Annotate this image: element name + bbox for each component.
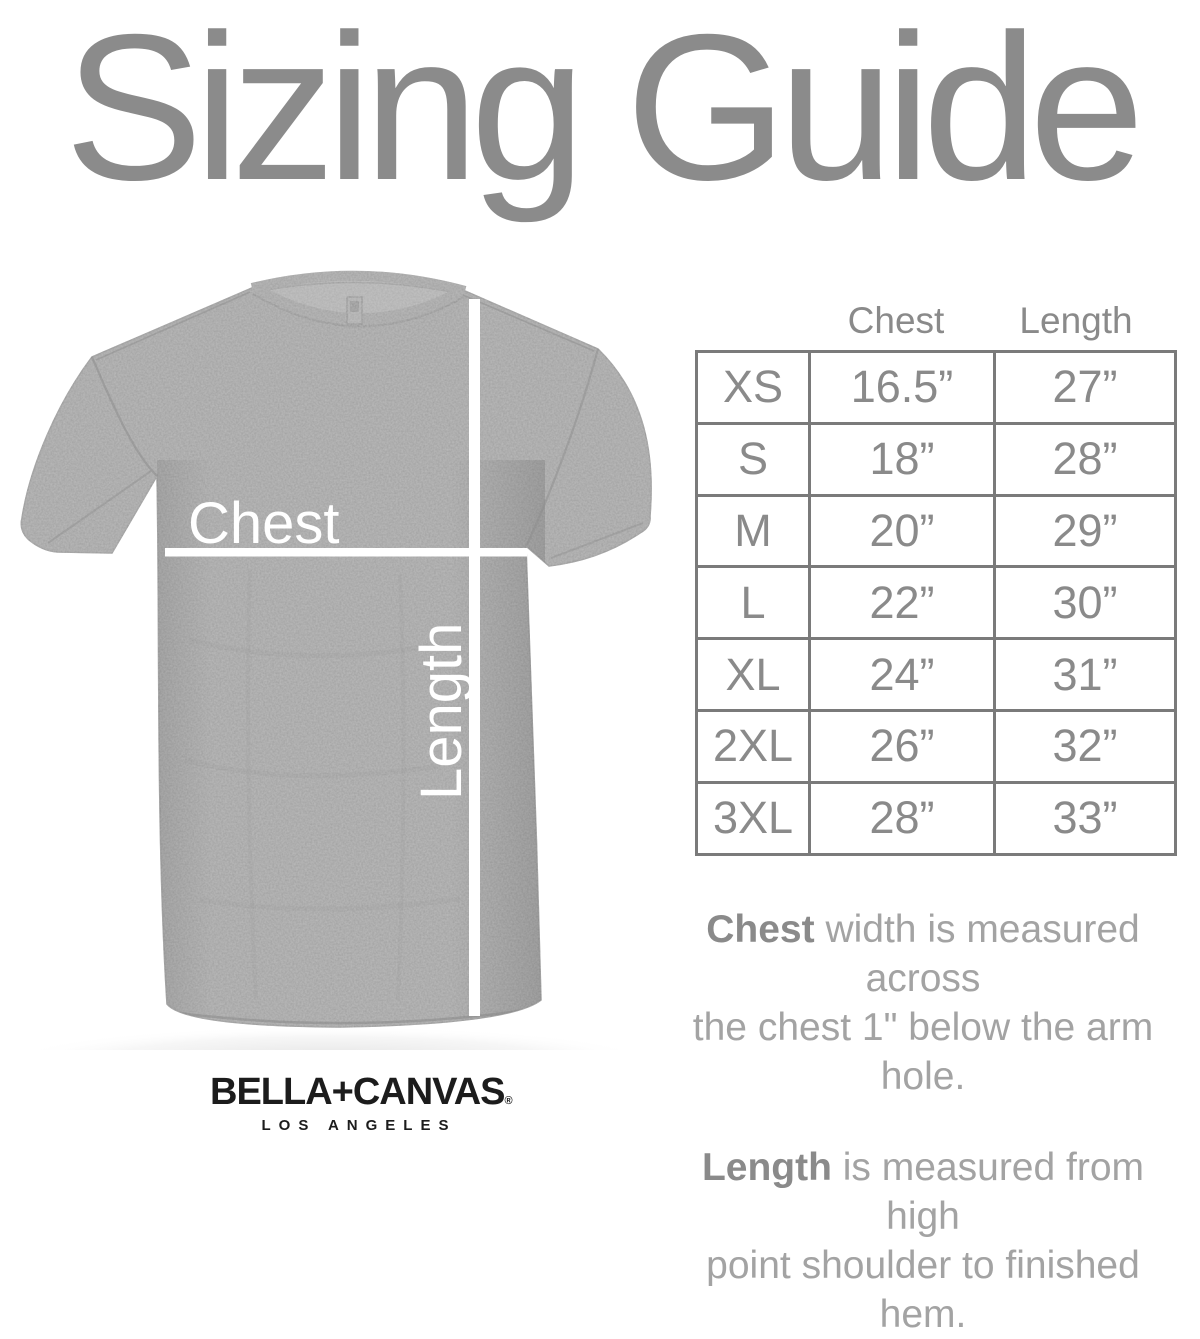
floor-shadow — [0, 1026, 660, 1050]
length-cell: 31” — [995, 639, 1176, 711]
size-cell: L — [697, 567, 810, 639]
note-chest-term: Chest — [706, 908, 815, 951]
chest-cell: 26” — [810, 710, 995, 782]
size-cell: S — [697, 423, 810, 495]
brand-name-text: BELLA+CANVAS — [210, 1071, 505, 1113]
shirt-length-label: Length — [409, 622, 474, 800]
size-cell: 3XL — [697, 782, 810, 854]
size-cell: XS — [697, 352, 810, 424]
table-row — [697, 639, 1176, 711]
table-row — [697, 495, 1176, 567]
length-cell: 27” — [995, 352, 1176, 424]
length-cell: 28” — [995, 423, 1176, 495]
table-column-headers — [695, 300, 1165, 342]
chest-cell: 28” — [810, 782, 995, 854]
table-row — [697, 567, 1176, 639]
note-chest-text-1: width is measured across — [814, 908, 1140, 1000]
note-chest-text-2: the chest 1" below the arm hole. — [692, 1006, 1154, 1098]
table-row — [697, 710, 1176, 782]
registered-mark: ® — [504, 1095, 513, 1107]
brand-city: LOS ANGELES — [261, 1116, 457, 1134]
size-cell: M — [697, 495, 810, 567]
length-cell: 33” — [995, 782, 1176, 854]
chest-cell: 20” — [810, 495, 995, 567]
tshirt-body — [21, 275, 651, 1027]
note-length-text-2: point shoulder to finished hem. — [706, 1244, 1140, 1336]
chest-cell: 22” — [810, 567, 995, 639]
table-row — [697, 782, 1176, 854]
size-cell: XL — [697, 639, 810, 711]
size-cell: 2XL — [697, 710, 810, 782]
length-cell: 29” — [995, 495, 1176, 567]
note-length-term: Length — [701, 1146, 832, 1189]
table-row — [697, 423, 1176, 495]
measurement-notes — [685, 905, 1161, 1339]
shirt-chest-label: Chest — [188, 491, 340, 556]
page-title: Sizing Guide — [64, 0, 1136, 224]
note-length — [685, 1143, 1161, 1339]
note-chest — [685, 905, 1161, 1101]
brand-name — [210, 1071, 513, 1114]
chest-cell: 18” — [810, 423, 995, 495]
brand-logo — [210, 1071, 513, 1134]
column-header-length: Length — [1019, 300, 1133, 341]
column-header-chest: Chest — [847, 300, 945, 341]
size-table — [695, 350, 1177, 856]
tshirt-diagram — [0, 250, 670, 1050]
chest-cell: 24” — [810, 639, 995, 711]
chest-cell: 16.5” — [810, 352, 995, 424]
table-row — [697, 352, 1176, 424]
length-cell: 32” — [995, 710, 1176, 782]
length-cell: 30” — [995, 567, 1176, 639]
note-length-text-1: is measured from high — [831, 1146, 1145, 1238]
